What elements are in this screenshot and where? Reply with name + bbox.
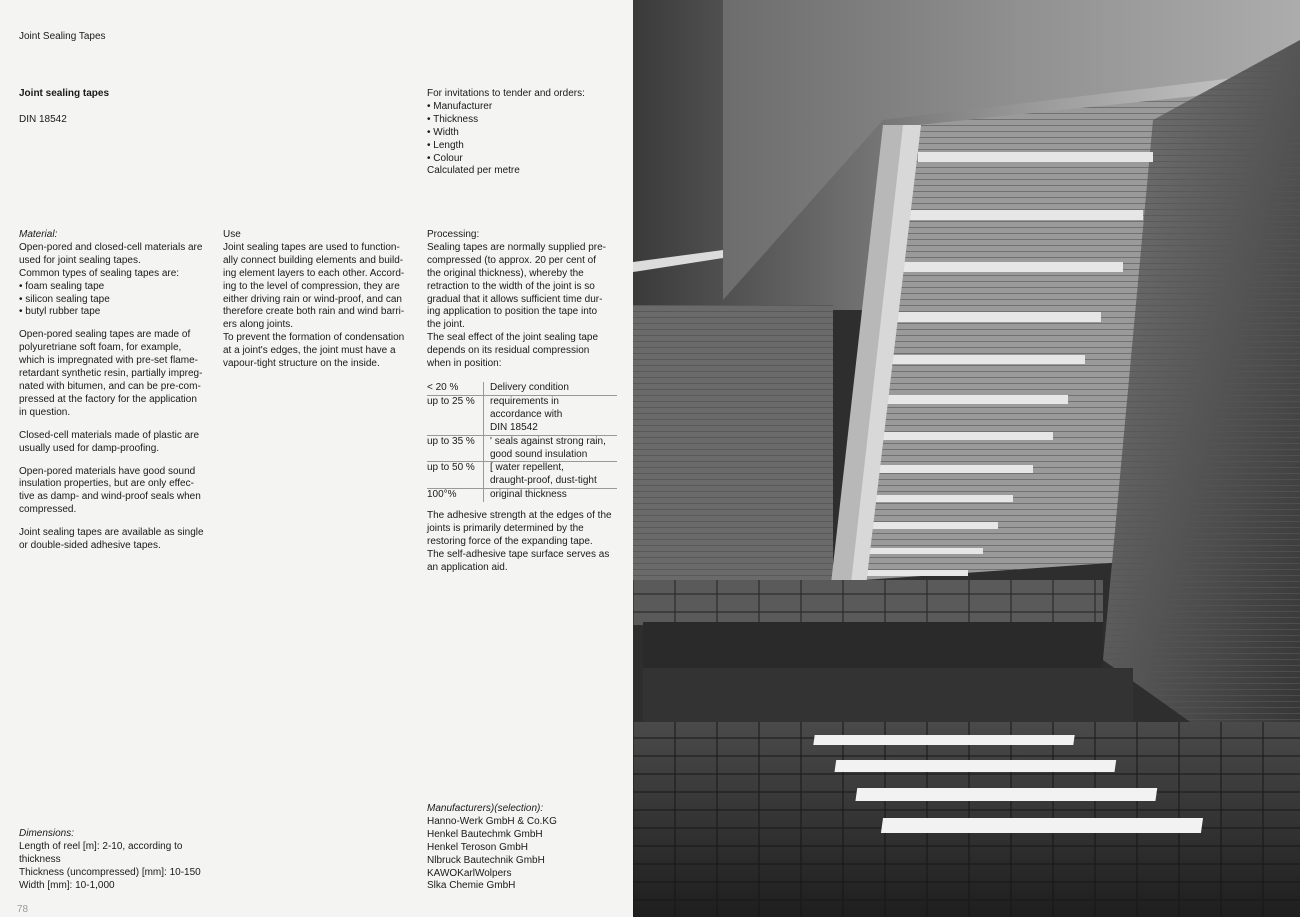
table-row [427,382,617,395]
processing-line: the original thickness), whereby the [427,267,584,279]
manufacturer-item: KAWOKarlWolpers [427,867,512,879]
running-header: Joint Sealing Tapes [19,31,106,42]
processing-line: The adhesive strength at the edges of the [427,510,612,521]
processing-line: compressed (to approx. 20 per cent of [427,254,596,266]
table-row [427,395,617,435]
use-line: ing element layers to each other. Accord- [223,267,405,279]
tender-item: • Width [427,126,459,138]
processing-line: Sealing tapes are normally supplied pre- [427,241,606,253]
use-line: ers along joints. [223,319,294,331]
dimensions-section [19,828,213,893]
tender-heading: For invitations to tender and orders: [427,88,585,99]
compression-value: up to 35 % [427,435,484,462]
material-line: Joint sealing tapes are available as single [19,527,204,539]
material-section [19,229,213,553]
page-number: 78 [17,904,29,915]
manufacturers-section [427,803,619,893]
use-line: ing to the level of compression, they are [223,280,400,292]
material-line: compressed. [19,504,77,516]
table-row [427,489,617,502]
compression-value: up to 25 % [427,395,484,435]
processing-line: retraction to the width of the joint is so [427,280,595,292]
material-line: in question. [19,406,71,418]
manufacturer-item: Slka Chemie GmbH [427,880,516,892]
table-row [427,462,617,489]
manufacturer-item: Hanno-Werk GmbH & Co.KG [427,815,557,827]
tender-item: • Manufacturer [427,100,493,112]
material-line: used for joint sealing tapes. [19,254,141,266]
material-line: Open-pored materials have good sound [19,465,196,477]
tender-block [427,88,619,178]
manufacturer-item: Henkel Teroson GmbH [427,841,528,853]
material-line: insulation properties, but are only effec- [19,478,194,490]
compression-effect: requirements in accordance with DIN 18542 [484,395,618,435]
material-line: • silicon sealing tape [19,293,110,305]
material-line: pressed at the factory for the application [19,393,197,405]
use-line: at a joint's edges, the joint must have a [223,345,396,357]
processing-line: gradual that it allows sufficient time dur- [427,293,603,305]
use-section [223,229,413,371]
compression-value: 100°% [427,489,484,502]
material-line: Open-pored and closed-cell materials are [19,241,203,253]
dimensions-line: Length of reel [m]: 2-10, according to [19,840,183,852]
processing-line: joints is primarily determined by the [427,522,584,534]
use-line: ally connect building elements and build- [223,254,404,266]
processing-line: when in position: [427,358,502,370]
compression-effect: original thickness [490,489,567,501]
processing-line: restoring force of the expanding tape. [427,535,593,547]
processing-line: depends on its residual compression [427,345,590,357]
material-line: tive as damp- and wind-proof seals when [19,491,201,503]
processing-line: the joint. [427,319,465,331]
compression-effect: [ water repellent, draught-proof, dust-tight [484,462,618,489]
use-line: therefore create both rain and wind barri- [223,306,405,318]
dimensions-line: Thickness (uncompressed) [mm]: 10-150 [19,866,201,878]
processing-adhesive [427,510,619,575]
processing-line: The seal effect of the joint sealing tape [427,332,599,344]
manufacturer-item: Nlbruck Bautechnik GmbH [427,854,545,866]
processing-heading: Processing: [427,229,480,240]
compression-value: < 20 % [427,382,484,395]
material-line: Open-pored sealing tapes are made of [19,329,191,341]
tender-item: • Colour [427,152,463,164]
material-line: polyuretriane soft foam, for example, [19,342,182,354]
material-line: • butyl rubber tape [19,306,101,318]
material-line: Closed-cell materials made of plastic are [19,429,200,441]
use-line: either driving rain or wind-proof, and can [223,293,402,305]
compression-effect: ' seals against strong rain, good sound insulation [484,435,618,462]
tender-item: • Length [427,139,464,151]
material-line: Common types of sealing tapes are: [19,267,180,279]
section-title: Joint sealing tapes [19,88,110,99]
material-line: nated with bitumen, and can be pre-com- [19,380,201,392]
material-heading: Material: [19,229,58,240]
tender-footer: Calculated per metre [427,165,520,177]
din-standard: DIN 18542 [19,114,67,125]
staircase-photo-illustration [633,0,1300,917]
use-heading: Use [223,229,241,240]
material-line: usually used for damp-proofing. [19,442,160,454]
processing-line: ing application to position the tape into [427,306,598,318]
processing-line: The self-adhesive tape surface serves as [427,548,610,560]
material-line: or double-sided adhesive tapes. [19,540,161,552]
manufacturers-heading: Manufacturers)(selection): [427,803,544,814]
material-line: • foam sealing tape [19,280,105,292]
use-line: vapour-tight structure on the inside. [223,358,380,370]
compression-table [427,382,617,502]
staircase-photo [633,0,1300,917]
material-line: which is impregnated with pre-set flame- [19,355,198,367]
compression-effect: Delivery condition [484,382,618,395]
tender-item: • Thickness [427,113,479,125]
use-line: To prevent the formation of condensation [223,332,405,344]
table-row [427,435,617,462]
dimensions-line: thickness [19,853,61,865]
manufacturer-item: Henkel Bautechmk GmbH [427,828,543,840]
processing-line: an application aid. [427,561,508,573]
processing-section [427,229,619,371]
use-line: Joint sealing tapes are used to function- [223,241,400,253]
dimensions-line: Width [mm]: 10-1,000 [19,879,115,891]
text-page [0,0,633,917]
dimensions-heading: Dimensions: [19,828,75,839]
compression-value: up to 50 % [427,462,484,489]
material-line: retardant synthetic resin, partially impreg- [19,368,203,380]
